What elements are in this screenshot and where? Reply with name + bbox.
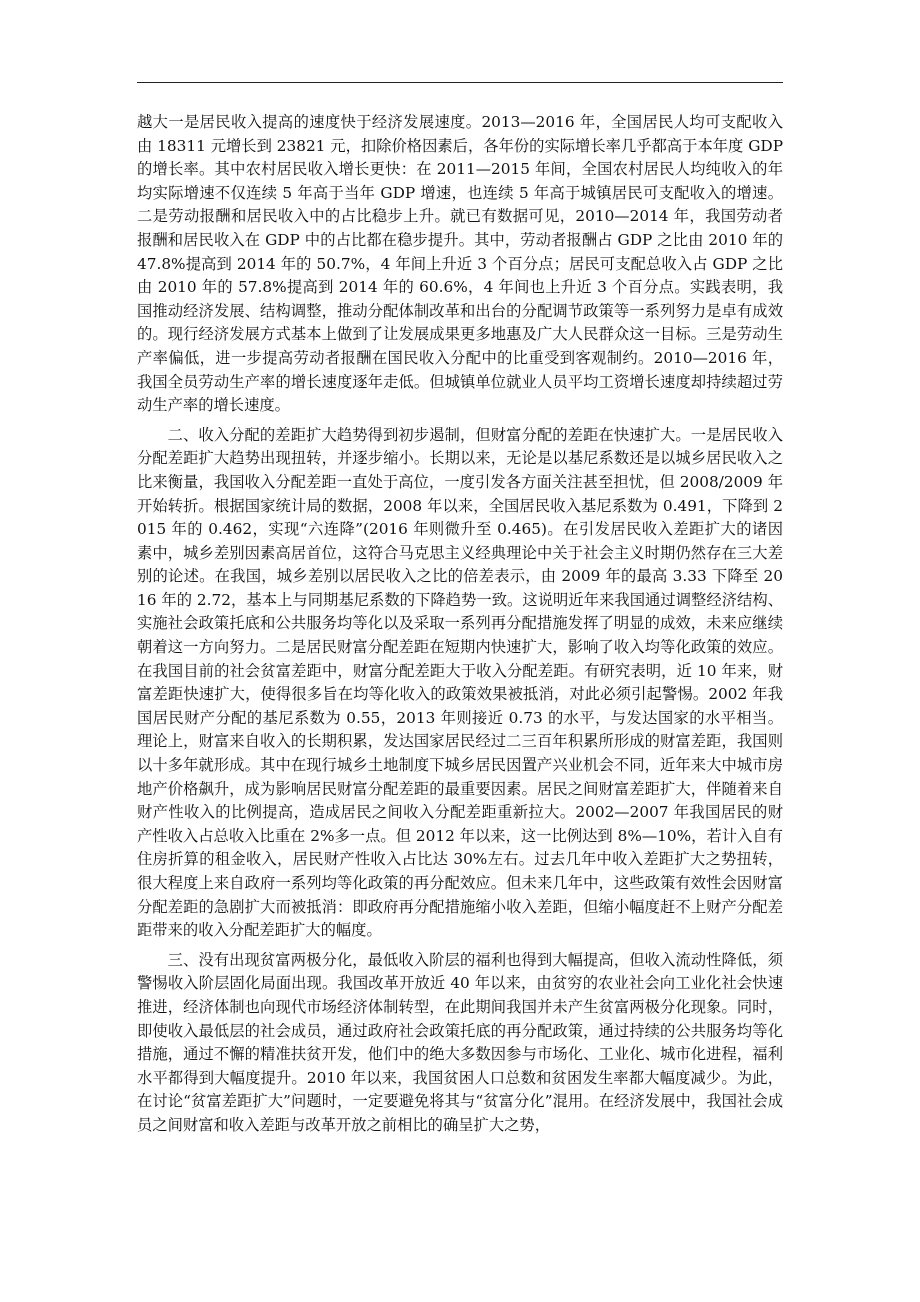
document-body [137,111,783,1144]
paragraph-continuation: 越大一是居民收入提高的速度快于经济发展速度。2013—2016 年，全国居民人均可支配收入由 18311 元增长到 23821 元，扣除价格因素后，各年份的实际增长率几乎都高于本年度 GDP 的增长率。其中农村居民收入增长更快：在 2011—2015 年间，全国农村居民人均纯收入的年均实际增速不仅连续 5 年高于当年 GDP 增速，也连续 5 年高于城镇居民可支配收入的增速。二是劳动报酬和居民收入中的占比稳步上升。就已有数据可见，2010—2014 年，我国劳动者报酬和居民收入在 GDP 中的占比都在稳步提升。其中，劳动者报酬占 GDP 之比由 2010 年的 47.8%提高到 2014 年的 50.7%，4 年间上升近 3 个百分点；居民可支配总收入占 GDP 之比由 2010 年的 57.8%提高到 2014 年的 60.6%，4 年间也上升近 3 个百分点。实践表明，我国推动经济发展、结构调整，推动分配体制改革和出台的分配调节政策等一系列努力是卓有成效的。现行经济发展方式基本上做到了让发展成果更多地惠及广大人民群众这一目标。三是劳动生产率偏低，进一步提高劳动者报酬在国民收入分配中的比重受到客观制约。2010—2016 年，我国全员劳动生产率的增长速度逐年走低。但城镇单位就业人员平均工资增长速度却持续超过劳动生产率的增长速度。 [137,113,783,415]
paragraph-section-three: 三、没有出现贫富两极分化，最低收入阶层的福利也得到大幅提高，但收入流动性降低，须警惕收入阶层固化局面出现。我国改革开放近 40 年以来，由贫穷的农业社会向工业化社会快速推进，经济体制也向现代市场经济体制转型，在此期间我国并未产生贫富两极分化现象。同时，即使收入最低层的社会成员，通过政府社会政策托底的再分配政策，通过持续的公共服务均等化措施，通过不懈的精准扶贫开发，他们中的绝大多数因参与市场化、工业化、城市化进程，福利水平都得到大幅度提升。2010 年以来，我国贫困人口总数和贫困发生率都大幅度减少。为此，在讨论“贫富差距扩大”问题时，一定要避免将其与“贫富分化”混用。在经济发展中，我国社会成员之间财富和收入差距与改革开放之前相比的确呈扩大之势， [137,950,783,1134]
header-rule [137,82,783,83]
paragraph-section-two: 二、收入分配的差距扩大趋势得到初步遏制，但财富分配的差距在快速扩大。一是居民收入分配差距扩大趋势出现扭转，并逐步缩小。长期以来，无论是以基尼系数还是以城乡居民收入之比来衡量，我国收入分配差距一直处于高位，一度引发各方面关注甚至担忧，但 2008/2009 年开始转折。根据国家统计局的数据，2008 年以来，全国居民收入基尼系数为 0.491，下降到 2015 年的 0.462，实现“六连降”(2016 年则微升至 0.465)。在引发居民收入差距扩大的诸因素中，城乡差别因素高居首位，这符合马克思主义经典理论中关于社会主义时期仍然存在三大差别的论述。在我国，城乡差别以居民收入之比的倍差表示，由 2009 年的最高 3.33 下降至 2016 年的 2.72，基本上与同期基尼系数的下降趋势一致。这说明近年来我国通过调整经济结构、实施社会政策托底和公共服务均等化以及采取一系列再分配措施发挥了明显的成效，未来应继续朝着这一方向努力。二是居民财富分配差距在短期内快速扩大，影响了收入均等化政策的效应。在我国目前的社会贫富差距中，财富分配差距大于收入分配差距。有研究表明，近 10 年来，财富差距快速扩大，使得很多旨在均等化收入的政策效果被抵消，对此必须引起警惕。2002 年我国居民财产分配的基尼系数为 0.55，2013 年则接近 0.73 的水平，与发达国家的水平相当。理论上，财富来自收入的长期积累，发达国家居民经过二三百年积累所形成的财富差距，我国则以十多年就形成。其中在现行城乡土地制度下城乡居民因置产兴业机会不同，近年来大中城市房地产价格飙升，成为影响居民财富分配差距的最重要因素。居民之间财富差距扩大，伴随着来自财产性收入的比例提高，造成居民之间收入分配差距重新拉大。2002—2007 年我国居民的财产性收入占总收入比重在 2%多一点。但 2012 年以来，这一比例达到 8%—10%，若计入自有住房折算的租金收入，居民财产性收入占比达 30%左右。过去几年中收入差距扩大之势扭转，很大程度上来自政府一系列均等化政策的再分配效应。但未来几年中，这些政策有效性会因财富分配差距的急剧扩大而被抵消：即政府再分配措施缩小收入差距，但缩小幅度赶不上财产分配差距带来的收入分配差距扩大的幅度。 [137,425,783,940]
